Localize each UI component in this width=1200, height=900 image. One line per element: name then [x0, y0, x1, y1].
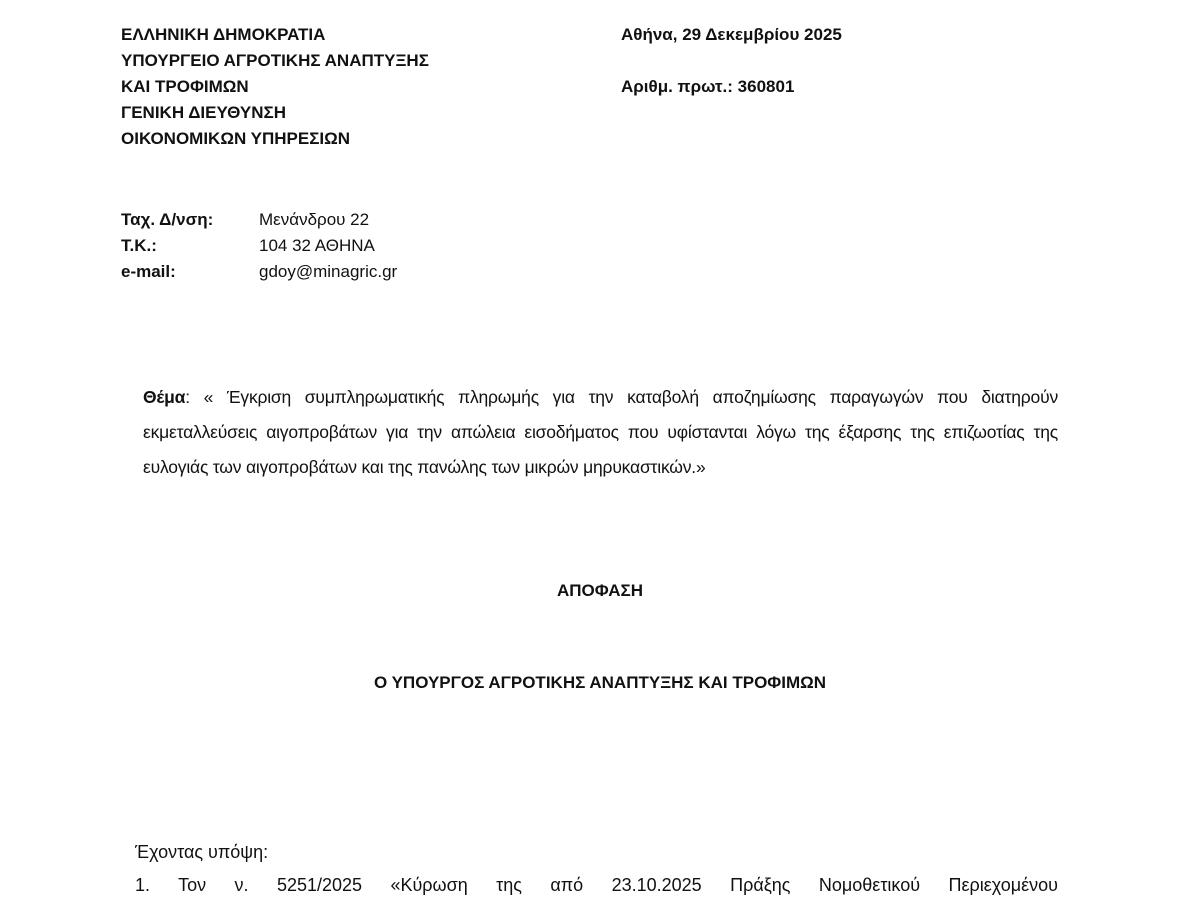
issuer-block: [121, 22, 429, 152]
decision-title: ΑΠΟΦΑΣΗ: [556, 581, 644, 600]
considering-heading: Έχοντας υπόψη:: [135, 842, 269, 862]
address-value: Μενάνδρου 22: [259, 210, 370, 229]
document-date: Αθήνα, 29 Δεκεμβρίου 2025: [621, 25, 842, 44]
address-label: Ταχ. Δ/νση:: [121, 210, 214, 229]
list-item: 1. Τον ν. 5251/2025 «Κύρωση της από 23.10.2025 Πράξης Νομοθετικού Περιεχομένου: [135, 875, 1058, 895]
postcode-value: 104 32 ΑΘΗΝΑ: [259, 236, 375, 255]
issuer-line: ΕΛΛΗΝΙΚΗ ΔΗΜΟΚΡΑΤΙΑ: [121, 25, 326, 44]
issuer-line: ΚΑΙ ΤΡΟΦΙΜΩΝ: [121, 77, 249, 96]
postcode-label: Τ.Κ.:: [121, 236, 157, 255]
issuer-line: ΟΙΚΟΝΟΜΙΚΩΝ ΥΠΗΡΕΣΙΩΝ: [121, 129, 351, 148]
issuer-line: ΓΕΝΙΚΗ ΔΙΕΥΘΥΝΣΗ: [121, 103, 287, 122]
issuer-line: ΥΠΟΥΡΓΕΙΟ ΑΓΡΟΤΙΚΗΣ ΑΝΑΠΤΥΞΗΣ: [121, 51, 429, 70]
subject-text: : « Έγκριση συμπληρωματικής πληρωμής για την καταβολή αποζημίωσης παραγωγών που διατηρούν εκμεταλλεύσεις αιγοπροβάτων για την απώλεια εισοδήματος που υφίστανται λόγω της έξαρσης της επιζωοτίας της ευλογιάς των αιγοπροβάτων και της πανώλης των μικρών μηρυκαστικών.»: [143, 387, 1058, 477]
protocol-number: Αριθμ. πρωτ.: 360801: [621, 77, 795, 96]
subject-paragraph: [143, 380, 1058, 485]
email-label: e-mail:: [121, 262, 176, 281]
subject-label: Θέμα: [143, 387, 186, 407]
minister-title: Ο ΥΠΟΥΡΓΟΣ ΑΓΡΟΤΙΚΗΣ ΑΝΑΠΤΥΞΗΣ ΚΑΙ ΤΡΟΦΙΜΩΝ: [373, 673, 827, 692]
email-value[interactable]: gdoy@minagric.gr: [259, 262, 398, 281]
